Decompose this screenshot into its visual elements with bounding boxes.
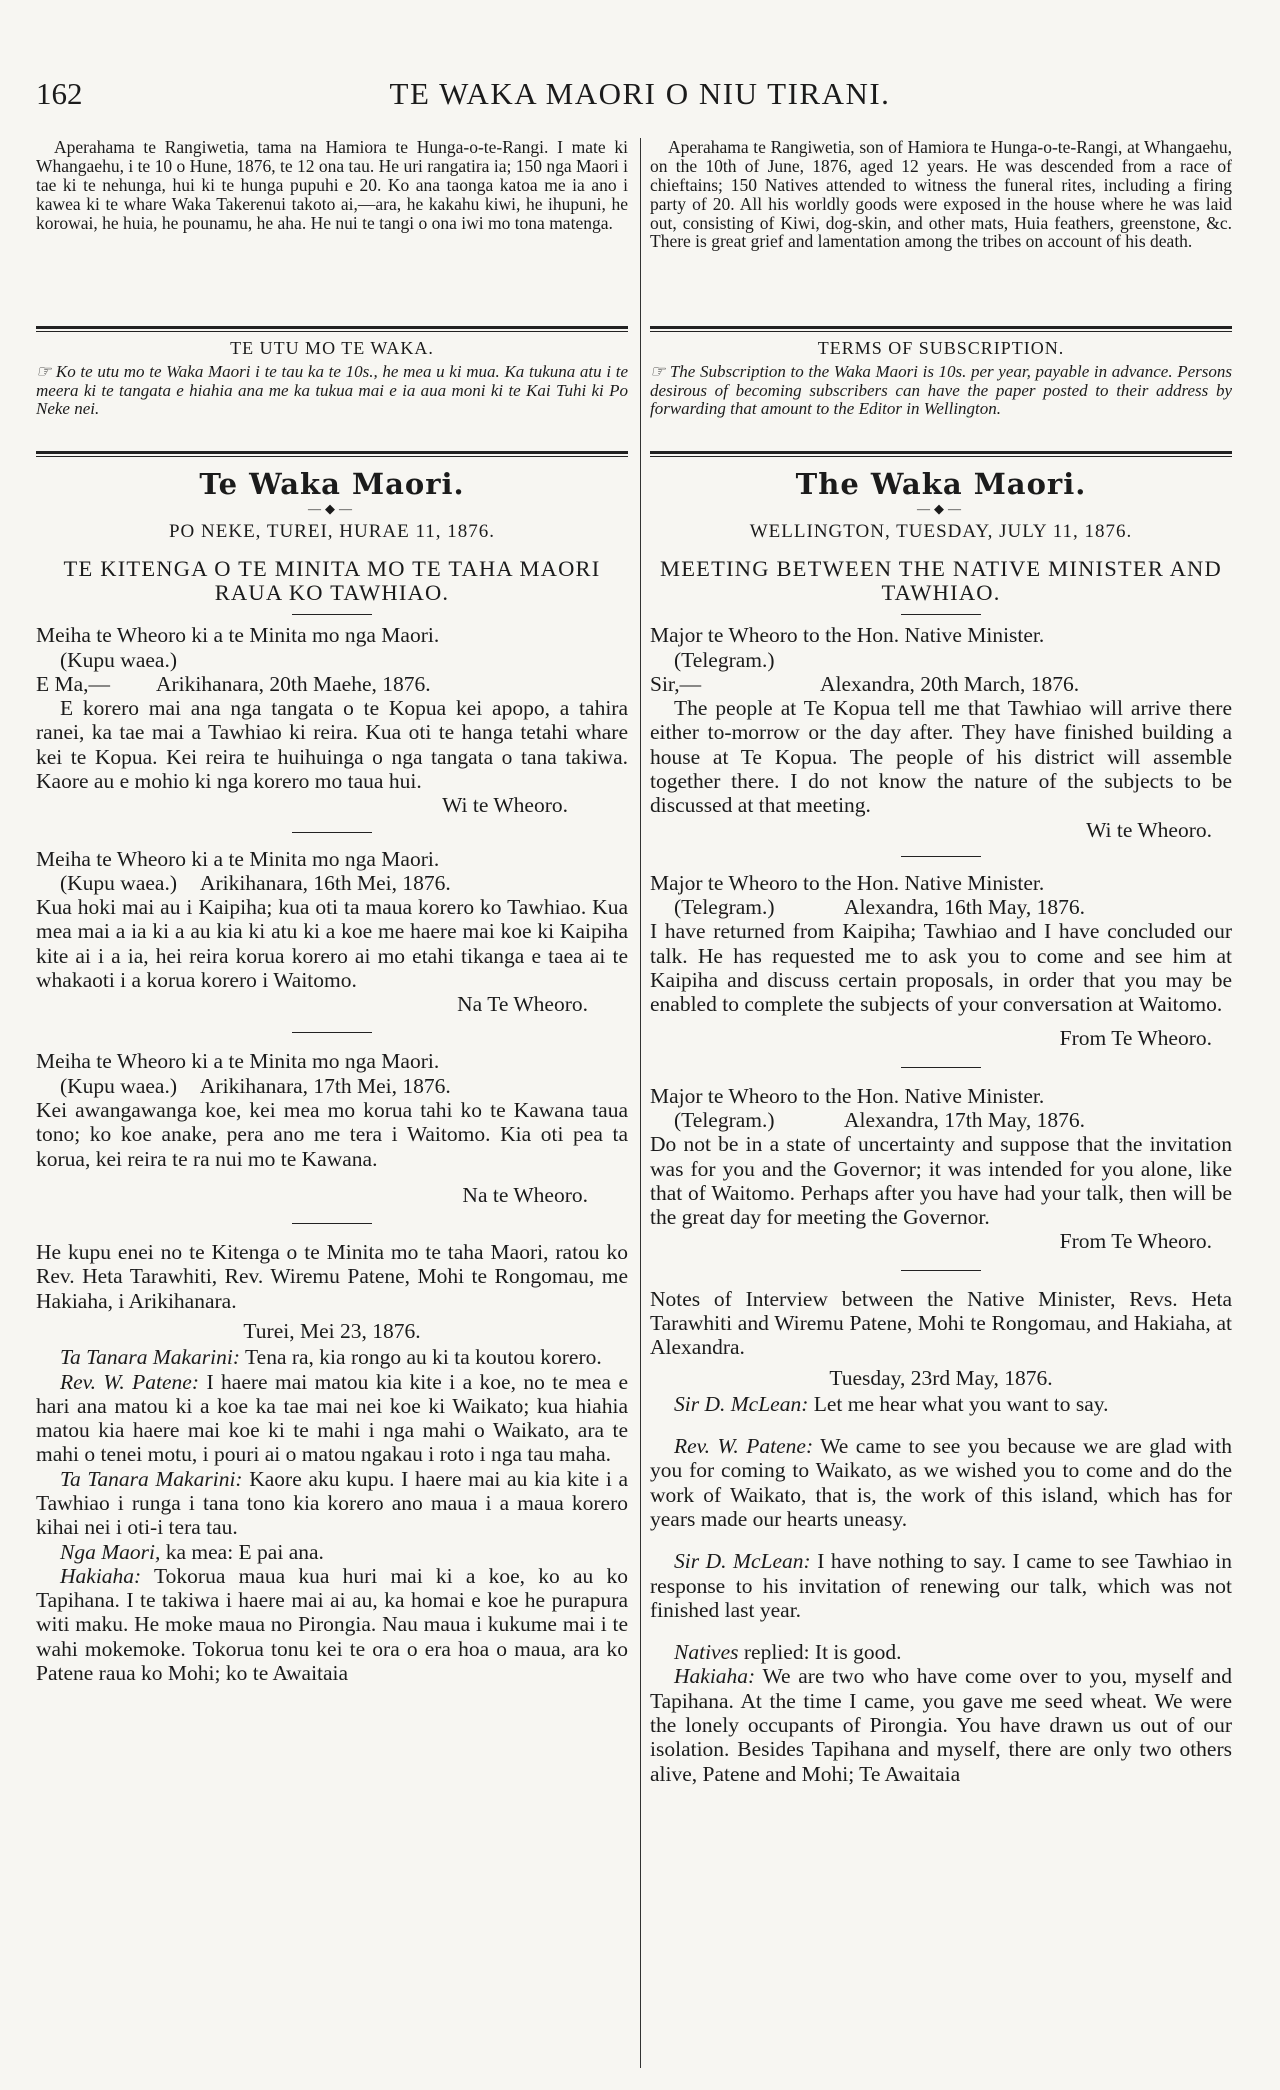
telegram-3-kind-row [650,1108,1232,1132]
speaker-2-english: Rev. W. Patene: [674,1434,814,1459]
page-number: 162 [36,76,83,111]
speech-5-text-maori: Tokorua maua kua huri mai ki a koe, ko au ko Tapihana. I te takiwa i haere mai ai au, ka homai e koe he purapura witi maku. He moke maua no Pirongia. Nau maua i kukume mai i te wahi mokemoke. Tokorua tonu kei te ora o era hoa o maua, ara ko Patene raua ko Mohi; ko te Awaitaia [36,1563,628,1685]
headline-english: MEETING BETWEEN THE NATIVE MINISTER AND TAWHIAO. [660,556,1222,605]
speech-2-maori [36,1370,628,1467]
telegram-2-heading-english: Major te Wheoro to the Hon. Native Minister. [650,870,1045,895]
telegram-2-place-maori: Arikihanara, 16th Mei, 1876. [200,870,451,895]
telegram-1-place-maori: Arikihanara, 20th Maehe, 1876. [156,671,431,696]
section-rule [650,451,1232,457]
telegram-1-salutation-row [36,672,628,696]
short-rule [292,1032,372,1033]
speaker-5-maori: Hakiaha: [60,1563,142,1588]
short-rule [292,832,372,833]
english-column [650,138,1232,1786]
telegram-3-kind-row [36,1074,628,1098]
telegram-2-kind-row [650,895,1232,919]
section-rule [36,451,628,457]
speaker-1-english: Sir D. McLean: [674,1391,809,1416]
speech-3-maori [36,1467,628,1540]
speaker-4-english: Natives [674,1640,739,1665]
telegram-2-body-maori: Kua hoki mai au i Kaipiha; kua oti ta maua korero ko Tawhiao. Kua mea mai a ia ki a au kia ki atu ki a koe me haere mai koe ki Kaipiha kite ai i a ia, hei reira korua korero ai mo etahi tikanga e taea ai te whakaoti i a korua korero i Waitomo. [36,895,628,992]
speaker-3-maori: Ta Tanara Makarini: [60,1466,243,1491]
interview-date-english: Tuesday, 23rd May, 1876. [829,1365,1053,1390]
speaker-2-maori: Rev. W. Patene: [60,1369,200,1394]
telegram-3-heading-english: Major te Wheoro to the Hon. Native Minister. [650,1083,1045,1108]
telegram-1-kind-maori: (Kupu waea.) [60,647,178,672]
column-divider [640,138,641,2068]
masthead-maori: Te Waka Maori. [199,467,465,501]
telegram-1-heading-maori: Meiha te Wheoro ki a te Minita mo nga Maori. [36,623,440,648]
telegram-1-salutation-maori: E Ma,— [36,671,111,696]
subscription-title-maori: TE UTU MO TE WAKA. [230,338,434,358]
speaker-1-maori: Ta Tanara Makarini: [60,1345,241,1370]
speech-5-text-english: We are two who have come over to you, myself and Tapihana. At the time I came, you gave me seed wheat. We were the lonely occupants of Pirongia. You have drawn us out of our isolation. Besides Tapihana and myself, there are only two others alive, Patene and Mohi; Te Awaitaia [650,1664,1232,1786]
speech-1-english [650,1392,1232,1416]
telegram-1-kind-english: (Telegram.) [674,647,775,672]
section-rule [36,326,628,332]
short-rule [901,614,981,615]
speech-4-english [650,1640,1232,1664]
speech-2-text-english: We came to see you because we are glad with you for coming to Waikato, as we wished you to come and do the work of Waikato, that is, the work of this island, which has for years made our hearts uneasy. [650,1434,1232,1531]
short-rule [901,856,981,857]
speech-3-text-maori: Kaore aku kupu. I haere mai au kia kite i a Tawhiao i runga i tana tono kia korero ano maua i a maua korero kihai nei i oti-i tera tau. [36,1466,628,1540]
telegram-2-kind-row [36,871,628,895]
short-rule [901,1067,981,1068]
telegram-3-body-english: Do not be in a state of uncertainty and suppose that the invitation was for you and the Governor; it was intended for you alone, like that of Waitomo. Perhaps after you have had your talk, then will be the great day for meeting the Governor. [650,1132,1232,1230]
subscription-text-english: ☞ The Subscription to the Waka Maori is 10s. per year, payable in advance. Persons desirous of becoming subscribers can have the paper posted to their address by forwarding that amount to the Editor in Wellington. [650,362,1232,419]
speech-1-text-maori: Tena ra, kia rongo au ki ta koutou korero. [245,1345,602,1370]
telegram-1-body-english: The people at Te Kopua tell me that Tawhiao will arrive there either to-morrow or the day after. They have finished building a house at Te Kopua. The people of his district will assemble together there. I do not know the nature of the subjects to be discussed at that meeting. [650,696,1232,818]
telegram-2-kind-maori: (Kupu waea.) [60,870,178,895]
speaker-5-english: Hakiaha: [674,1664,756,1689]
telegram-2-signature-english: From Te Wheoro. [1059,1026,1212,1051]
short-rule [901,1270,981,1271]
telegram-3-kind-english: (Telegram.) [674,1108,775,1133]
speech-5-english [650,1664,1232,1785]
headline-maori: TE KITENGA O TE MINITA MO TE TAHA MAORI RAUA KO TAWHIAO. [63,556,601,605]
telegram-1-salutation-english: Sir,— [650,671,702,696]
telegram-3-place-maori: Arikihanara, 17th Mei, 1876. [200,1073,451,1098]
speech-5-maori [36,1564,628,1685]
speech-4-text-english: replied: It is good. [743,1640,902,1665]
obituary-maori: Aperahama te Rangiwetia, tama na Hamiora te Hunga-o-te-Rangi. I mate ki Whangaehu, i te 10 o Hune, 1876, te 12 ona tau. He uri rangatira ia; 150 nga Maori i tae ki te nehunga, hui ki te hunga pupuhi e 20. Ko ana taonga katoa me ia ano i kawea ki te whare Waka Takerenui takoto ai,—ara, he kakahu kiwi, he ihupuni, he korowai, he huia, he pounamu, he aha. He nui te tangi o ona iwi mo tona matenga. [36,137,628,233]
speech-2-text-maori: I haere mai matou kia kite i a koe, no te mea e hari ana matou ki a koe ka tae mai nei koe ki Waikato; kua hiahia matou kia haere mai koe ki te mahi i nga mahi o Waikato, ara te mahi o tenei motu, i pouri ai o matou ngakau i roto i nga tau maha. [36,1369,629,1467]
telegram-3-kind-maori: (Kupu waea.) [60,1073,178,1098]
telegram-2-kind-english: (Telegram.) [674,895,775,920]
speaker-4-maori: Nga Maori, [60,1539,161,1564]
maori-column [36,138,628,1685]
telegram-3-place-english: Alexandra, 17th May, 1876. [844,1108,1086,1133]
subscription-text-maori: ☞ Ko te utu mo te Waka Maori i te tau ka te 10s., he mea u ki mua. Ka tukuna atu i te meera ki te tangata e hiahia ana me ka tukua mai e ia aua moni ki te Kai Tuhi ki Po Neke nei. [36,362,628,419]
telegram-3-signature-english: From Te Wheoro. [1059,1229,1212,1254]
dateline-english: WELLINGTON, TUESDAY, JULY 11, 1876. [749,521,1133,542]
telegram-1-place-english: Alexandra, 20th March, 1876. [820,671,1080,696]
telegram-3-body-maori: Kei awangawanga koe, kei mea mo korua tahi ko te Kawana taua tono; ko koe anake, pera ano me tera i Waitomo. Kia oti pea ta korua, kei reira te ra nui mo te Kawana. [36,1098,628,1171]
interview-heading-maori: He kupu enei no te Kitenga o te Minita mo te taha Maori, ratou ko Rev. Heta Tarawhiti, Rev. Wiremu Patene, Mohi te Rongomau, me Hakiaha, i Arikihanara. [36,1240,628,1313]
telegram-2-heading-maori: Meiha te Wheoro ki a te Minita mo nga Maori. [36,846,440,871]
interview-heading-english: Notes of Interview between the Native Minister, Revs. Heta Tarawhiti and Wiremu Patene, Mohi te Rongomau, and Hakiaha, at Alexandra. [650,1286,1232,1360]
speech-1-maori [36,1345,628,1369]
ornament: —◆— [917,501,965,516]
speech-1-text-english: Let me hear what you want to say. [813,1391,1109,1416]
telegram-3-signature-maori: Na te Wheoro. [462,1182,588,1207]
speaker-3-english: Sir D. McLean: [674,1549,811,1574]
telegram-2-signature-maori: Na Te Wheoro. [457,992,588,1017]
speech-3-text-english: I have nothing to say. I came to see Tawhiao in response to his invitation of renewing our talk, which was not finished last year. [650,1549,1233,1622]
speech-2-english [650,1434,1232,1531]
running-head: TE WAKA MAORI O NIU TIRANI. [389,76,891,111]
interview-date-maori: Turei, Mei 23, 1876. [243,1319,421,1343]
telegram-2-body-english: I have returned from Kaipiha; Tawhiao and I have concluded our talk. He has requested me to ask you to come and see him at Kaipiha and discuss certain proposals, in order that you may be enabled to complete the subjects of your conversation at Waitomo. [650,919,1232,1017]
obituary-english: Aperahama te Rangiwetia, son of Hamiora te Hunga-o-te-Rangi, at Whangaehu, on the 10th of June, 1876, aged 12 years. He was descended from a race of chieftains; 150 Natives attended to witness the funeral rites, including a firing party of 20. All his worldly goods were exposed in the house where he was laid out, consisting of Kiwi, dog-skin, and other mats, Huia feathers, greenstone, &c. There is great grief and lamentation among the tribes on account of his death. [650,137,1232,252]
telegram-1-heading-english: Major te Wheoro to the Hon. Native Minister. [650,623,1045,648]
telegram-2-place-english: Alexandra, 16th May, 1876. [844,895,1086,920]
telegram-1-signature-english: Wi te Wheoro. [1086,817,1212,842]
speech-4-maori [36,1540,628,1564]
telegram-1-salutation-row [650,672,1232,696]
ornament: —◆— [308,501,356,516]
subscription-title-english: TERMS OF SUBSCRIPTION. [817,338,1065,358]
speech-3-english [650,1549,1232,1622]
masthead-english: The Waka Maori. [795,467,1087,501]
telegram-1-body-maori: E korero mai ana nga tangata o te Kopua kei apopo, a tahira ranei, ka tae mai a Tawhiao ki reira. Kua oti te hanga tetahi whare kei te Kopua. Kei reira te huihuinga o nga tangata o tana takiwa. Kaore au e mohio ki nga korero mo taua hui. [36,696,628,793]
dateline-maori: PO NEKE, TUREI, HURAE 11, 1876. [168,521,496,542]
telegram-1-signature-maori: Wi te Wheoro. [442,793,568,818]
section-rule [650,326,1232,332]
speech-4-text-maori: ka mea: E pai ana. [165,1539,324,1564]
short-rule [292,614,372,615]
short-rule [292,1223,372,1224]
telegram-3-heading-maori: Meiha te Wheoro ki a te Minita mo nga Maori. [36,1049,440,1074]
